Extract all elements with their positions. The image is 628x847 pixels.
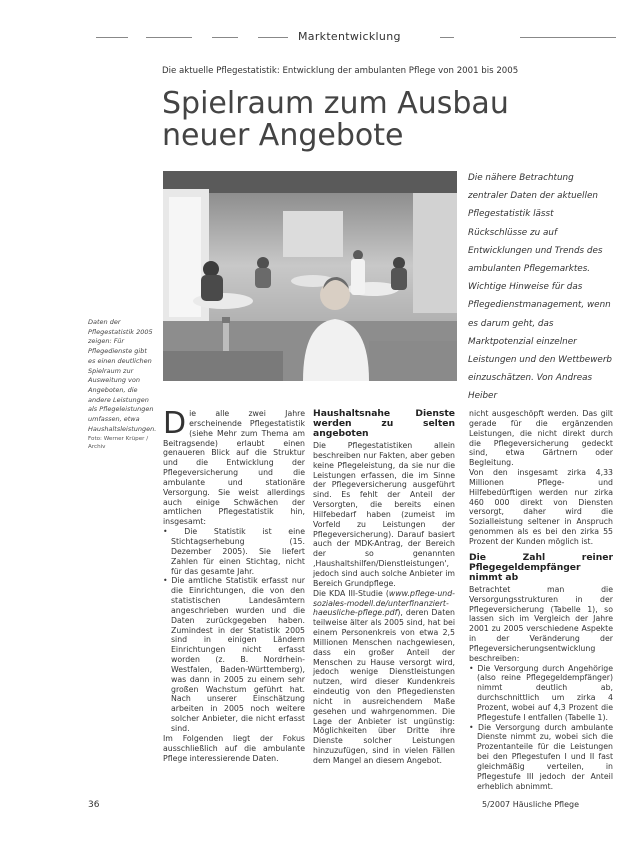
body-text: ), deren Daten teilweise älter als 2005 sind, hat bei einem Personenkreis von etwa 2,5 Millionen Menschen nachgewiesen, dass ein großer Anteil der Menschen zu Hause versorgt wird, jedoch wenige Dienstleistungen nutzen, wird dieser Kundenkreis eindeutig von den Pflegediensten nicht in ausreichendem Maße gesehen und wahrgenommen. Die Lage der Anbieter ist ungünstig: Möglichkeiten über Dritte ihre Dienste solcher Leistungen hinzuzufügen, sind in vielen Fällen dem Mangel an diesem Angebot.	[313, 608, 455, 765]
body-paragraph: Im Folgenden liegt der Fokus ausschließlich auf die ambulante Pflege interessierende Daten.	[163, 733, 305, 763]
title-line-1: Spielraum zum Ausbau	[162, 86, 509, 121]
header-rule	[212, 37, 238, 38]
drop-cap: D	[163, 406, 187, 441]
intro-text: Die nähere Betrachtung zentraler Daten der aktuellen Pflegestatistik lässt Rückschlüsse zu auf Entwicklungen und Trends des ambulanten Pflegemarktes. Wichtige Hinweise für das Pflegedienstmanagement, wenn es darum geht, das Marktpotenzial einzelner Leistungen und den Wettbewerb einzuschätzen.	[468, 173, 613, 384]
body-paragraph: nicht ausgeschöpft werden. Das gilt gerade für die ergänzenden Leistungen, die nicht direkt durch die Pflegeversicherung gedeckt sind, etwa Gärtnern oder Begleitung.	[469, 409, 613, 468]
title-line-2: neuer Angebote	[162, 118, 404, 153]
article-photo	[163, 171, 457, 381]
photo-credit: Foto: Werner Krüper / Archiv	[88, 436, 149, 450]
section-label: Marktentwicklung	[298, 30, 401, 43]
bullet-item: • Die Versorgung durch Angehörige (also reine Pflegegeldempfänger) nimmt deutlich ab, durchschnittlich um zirka 4 Prozent, wobei auf 4,3 Prozent die Pflegestufe I entfallen (Tabelle 1).	[469, 663, 613, 722]
body-paragraph: ie alle zwei Jahre erscheinende Pflegestatistik (siehe Mehr zum Thema am Beitragsende) erlaubt einen genaueren Blick auf die Struktur und die Entwicklung der Pflegeversicherung und die ambulante und stationäre Versorgung. Sie weist allerdings auch einige Schwächen der amtlichen Pflegestatistik hin, insgesamt:	[163, 409, 305, 527]
bullet-item: • Die amtliche Statistik erfasst nur die Einrichtungen, die von den statistischen Landesämtern angeschrieben wurden und die Daten zurückgegeben haben. Zumindest in der Statistik 2005 sind in einigen Ländern Einrichtungen nicht erfasst worden (z. B. Nordrhein-Westfalen, Baden-Württemberg), was dann in 2005 zu einem sehr großen Wachstum geführt hat. Nach unserer Einschätzung arbeiten in 2005 noch weitere solcher Anbieter, die nicht erfasst sind.	[163, 576, 305, 733]
intro-author: Von Andreas Heiber	[468, 373, 593, 402]
page-title	[162, 88, 509, 152]
body-paragraph: Betrachtet man die Versorgungsstrukturen in der Pflegeversicherung (Tabelle 1), so lassen sich im Vergleich der Jahre 2001 zu 2005 verschiedene Aspekte in der Veränderung der Pflegeversicherungsentwicklung beschreiben:	[469, 584, 613, 663]
caption-text: Daten der Pflegestatistik 2005 zeigen: Für Pflegedienste gibt es einen deutlichen Spielraum zur Ausweitung von Angeboten, die andere Leistungen als Pflegeleistungen umfassen, etwa Haushaltsleistungen.	[88, 318, 157, 433]
bullet-item: • Die Versorgung durch ambulante Dienste nimmt zu, wobei sich die Prozentanteile für die Leistungen bei den Pflegestufen I und II fast gleichmäßig verteilen, in Pflegestufe III jedoch der Anteil erheblich abnimmt.	[469, 722, 613, 791]
body-paragraph	[313, 589, 455, 766]
page-number: 36	[88, 800, 100, 810]
header-rule	[520, 37, 616, 38]
article-column-3	[469, 409, 613, 792]
web-link[interactable]: www.pflege-und-soziales-modell.de/unterfinanziert-haeusliche-pflege.pdf	[313, 588, 455, 618]
body-paragraph: Die Pflegestatistiken allein beschreiben nur Fakten, aber geben keine Pflegeleistung, da sie nur die Leistungen erfassen, die im Sinne der Pflegeversicherung ausgeführt sind. Es fehlt der Anteil der Versorgten, die bereits einen Hilfebedarf haben (zumeist im Vorfeld zu Leistungen der Pflegeversicherung). Darauf basiert auch der MDK-Antrag, der Bereich der so genannten ‚Haushaltshilfen/Dienstleistungen', jedoch sind auch solche Anbieter im Bereich Grundpflege.	[313, 441, 455, 588]
header-rule	[440, 37, 454, 38]
subheading: Haushaltsnahe Dienste werden zu selten angeboten	[313, 408, 455, 439]
body-paragraph: Von den insgesamt zirka 4,33 Millionen Pflege- und Hilfebedürftigen werden nur zirka 460 000 direkt von Diensten versorgt, daher wird die Sozialleistung seltener in Anspruch genommen als es bei den zirka 55 Prozent der Kunden möglich ist.	[469, 468, 613, 546]
header-rule	[96, 37, 128, 38]
kicker: Die aktuelle Pflegestatistik: Entwicklung der ambulanten Pflege von 2001 bis 2005	[162, 66, 519, 76]
photo-illustration	[163, 171, 457, 381]
article-column-1	[163, 406, 305, 763]
bullet-item: • Die Statistik ist eine Stichtagserhebung (15. Dezember 2005). Sie liefert Zahlen für einen Stichtag, nicht für das gesamte Jahr.	[163, 527, 305, 576]
header-rule	[258, 37, 288, 38]
body-text: Die KDA III-Studie (	[313, 588, 389, 598]
photo-caption	[88, 318, 157, 451]
journal-footer: 5/2007 Häusliche Pflege	[482, 800, 580, 809]
article-column-2	[313, 409, 455, 766]
intro-teaser	[468, 169, 613, 406]
subheading: Die Zahl reiner Pflegegeldempfänger nimmt ab	[469, 551, 613, 583]
header-rule	[146, 37, 192, 38]
